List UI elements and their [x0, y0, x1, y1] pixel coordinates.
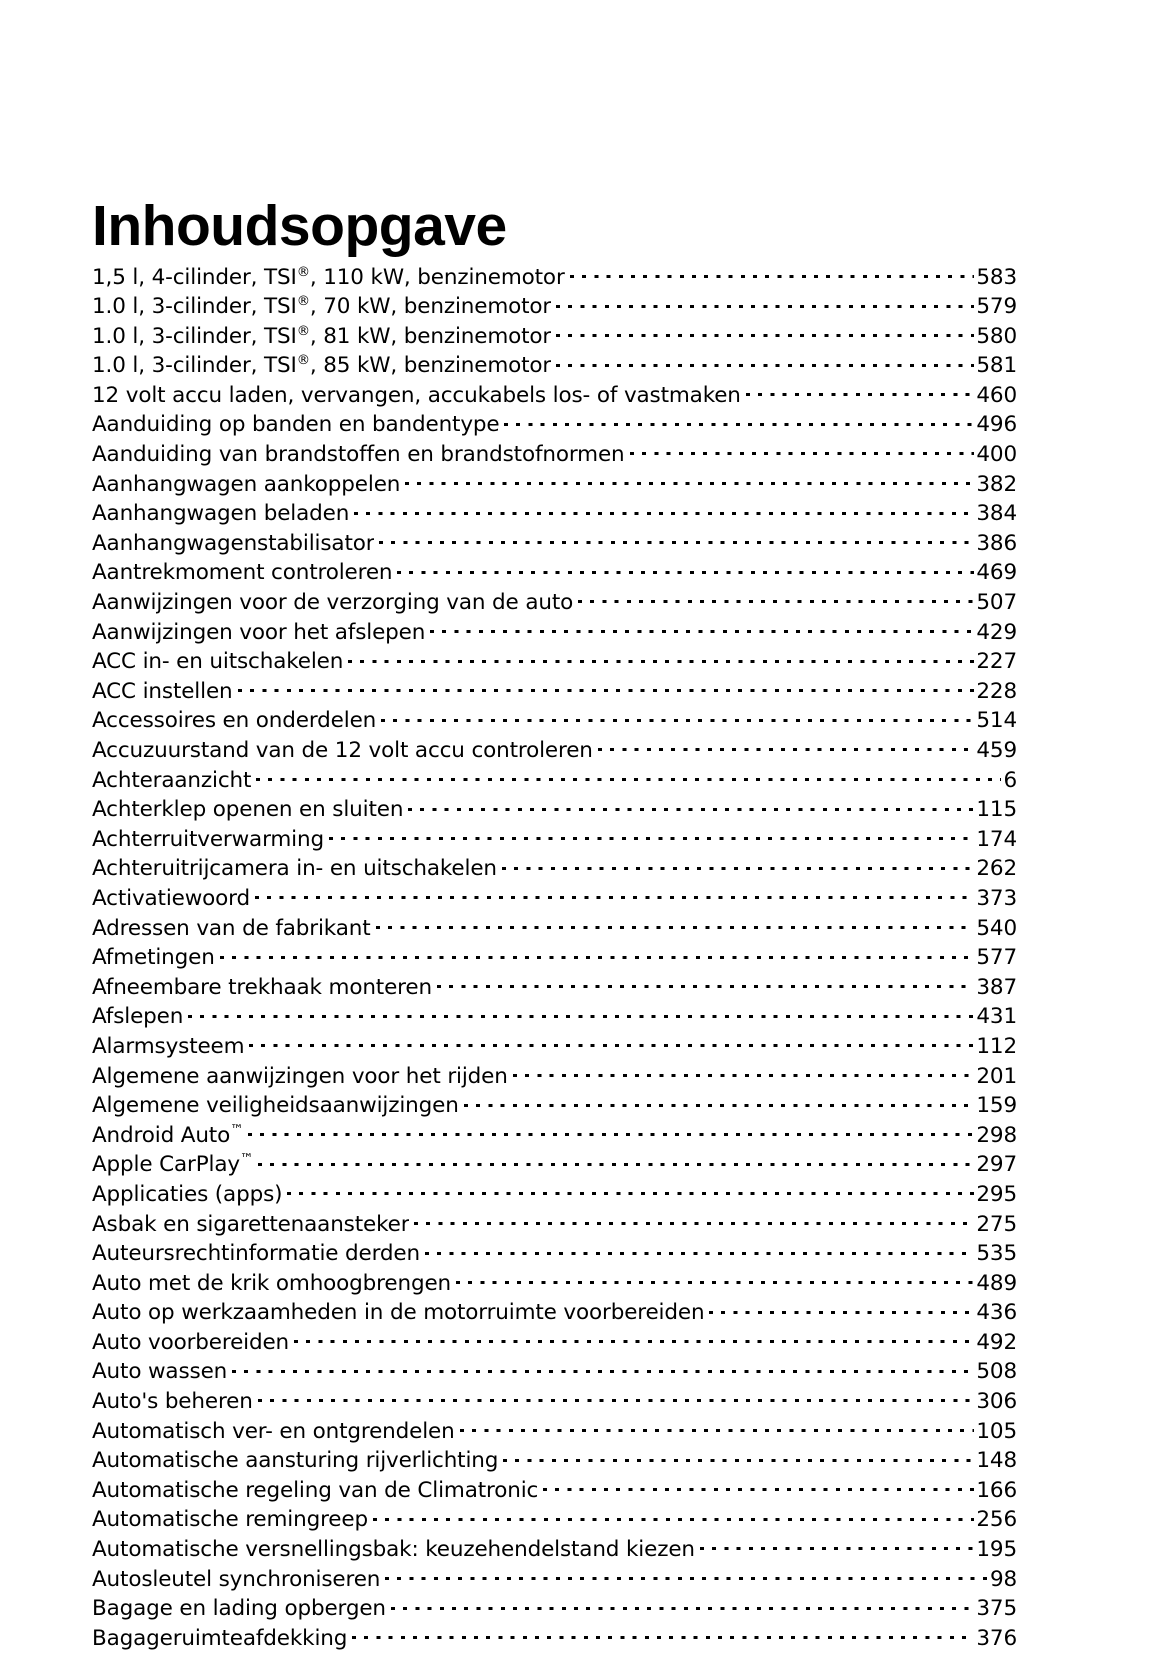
toc-entry[interactable] [92, 943, 1017, 973]
toc-entry-leader-dots [502, 854, 975, 876]
toc-entry-label: Auto's beheren [92, 1389, 253, 1415]
toc-entry-label: Auto voorbereiden [92, 1329, 290, 1355]
toc-entry-leader-dots [294, 1327, 974, 1349]
toc-entry-label: Accessoires en onderdelen [92, 708, 377, 734]
toc-entry-label: Android Auto™ [92, 1122, 244, 1148]
toc-entry-label: Auteursrechtinformatie derden [92, 1241, 420, 1267]
toc-entry-page-number: 159 [976, 1093, 1017, 1119]
toc-entry[interactable] [92, 292, 1017, 322]
toc-entry-label: Achteraanzicht [92, 767, 252, 793]
toc-entry-label: Automatische remingreep [92, 1507, 368, 1533]
toc-entry-label: 12 volt accu laden, vervangen, accukabels los- of vastmaken [92, 382, 741, 408]
toc-entry[interactable] [92, 1564, 1017, 1594]
toc-entry-page-number: 431 [976, 1004, 1017, 1030]
toc-entry-leader-dots [456, 1268, 974, 1290]
toc-entry[interactable] [92, 972, 1017, 1002]
toc-entry-leader-dots [352, 1623, 974, 1645]
toc-entry-leader-dots [464, 1091, 975, 1113]
toc-entry-page-number: 6 [1003, 767, 1017, 793]
toc-entry-page-number: 98 [989, 1566, 1017, 1592]
toc-entry-page-number: 384 [976, 501, 1017, 527]
toc-entry[interactable] [92, 736, 1017, 766]
toc-entry[interactable] [92, 1120, 1017, 1150]
toc-entry-page-number: 174 [976, 826, 1017, 852]
toc-entry-leader-dots [188, 1002, 974, 1024]
toc-entry-label: Aanhangwagen aankoppelen [92, 471, 401, 497]
toc-entry-page-number: 201 [976, 1063, 1017, 1089]
toc-entry-label: Applicaties (apps) [92, 1181, 283, 1207]
toc-entry-label: ACC instellen [92, 678, 233, 704]
toc-entry[interactable] [92, 854, 1017, 884]
toc-entry[interactable] [92, 440, 1017, 470]
toc-entry[interactable] [92, 883, 1017, 913]
toc-entry-page-number: 297 [976, 1152, 1017, 1178]
toc-entry-label: ACC in- en uitschakelen [92, 649, 344, 675]
toc-entry[interactable] [92, 1091, 1017, 1121]
toc-entry[interactable] [92, 262, 1017, 292]
toc-entry[interactable] [92, 647, 1017, 677]
toc-entry-label: 1,5 l, 4-cilinder, TSI®, 110 kW, benzinemotor [92, 264, 565, 290]
toc-entry-leader-dots [381, 706, 974, 728]
toc-entry-label: Achterruitverwarming [92, 826, 324, 852]
toc-entry-leader-dots [709, 1298, 974, 1320]
toc-entry[interactable] [92, 617, 1017, 647]
toc-entry-label: Achterklep openen en sluiten [92, 797, 404, 823]
toc-entry[interactable] [92, 676, 1017, 706]
toc-entry-leader-dots [700, 1535, 975, 1557]
toc-entry-leader-dots [329, 824, 974, 846]
toc-entry-label: Auto wassen [92, 1359, 228, 1385]
toc-entry-leader-dots [258, 1387, 975, 1409]
toc-entry-label: Aanwijzingen voor de verzorging van de auto [92, 590, 574, 616]
toc-entry[interactable] [92, 1298, 1017, 1328]
toc-entry-leader-dots [543, 1475, 974, 1497]
toc-entry-leader-dots [373, 1505, 974, 1527]
toc-entry-leader-dots [556, 292, 974, 314]
toc-entry-page-number: 387 [976, 974, 1017, 1000]
toc-entry-page-number: 400 [976, 442, 1017, 468]
toc-entry-page-number: 228 [976, 678, 1017, 704]
toc-entry[interactable] [92, 1446, 1017, 1476]
toc-entry[interactable] [92, 706, 1017, 736]
toc-entry-page-number: 583 [976, 264, 1017, 290]
toc-entry-label: Asbak en sigarettenaansteker [92, 1211, 410, 1237]
toc-entry-leader-dots [405, 469, 974, 491]
toc-entry[interactable] [92, 1327, 1017, 1357]
toc-entry-leader-dots [746, 380, 975, 402]
toc-entry[interactable] [92, 528, 1017, 558]
toc-entry-label: Bagage en lading opbergen [92, 1596, 386, 1622]
toc-entry-label: 1.0 l, 3-cilinder, TSI®, 85 kW, benzinemotor [92, 353, 552, 379]
toc-entry[interactable] [92, 410, 1017, 440]
toc-entry-label: Aantrekmoment controleren [92, 560, 393, 586]
toc-entry-label: Aanhangwagen beladen [92, 501, 350, 527]
toc-entry-page-number: 373 [976, 885, 1017, 911]
toc-entry[interactable] [92, 351, 1017, 381]
toc-entry-leader-dots [255, 883, 974, 905]
toc-entry-page-number: 579 [976, 294, 1017, 320]
toc-entry[interactable] [92, 1357, 1017, 1387]
toc-entry-leader-dots [556, 351, 974, 373]
toc-entry-page-number: 577 [976, 945, 1017, 971]
toc-entry-label: Activatiewoord [92, 885, 250, 911]
toc-entry-page-number: 540 [976, 915, 1017, 941]
toc-entry[interactable] [92, 1239, 1017, 1269]
toc-entry[interactable] [92, 1623, 1017, 1653]
toc-entry-leader-dots [258, 1150, 974, 1172]
toc-entry-page-number: 295 [976, 1181, 1017, 1207]
toc-entry-label: 1.0 l, 3-cilinder, TSI®, 81 kW, benzinemotor [92, 323, 552, 349]
toc-entry-page-number: 580 [976, 323, 1017, 349]
toc-entry-leader-dots [379, 528, 974, 550]
toc-entry-leader-dots [220, 943, 975, 965]
toc-entry[interactable] [92, 1268, 1017, 1298]
toc-entry-page-number: 508 [976, 1359, 1017, 1385]
toc-entry-leader-dots [598, 736, 975, 758]
trademark-mark: ™ [230, 1122, 244, 1138]
toc-entry-leader-dots [425, 1239, 974, 1261]
toc-entry-leader-dots [348, 647, 974, 669]
toc-entry[interactable] [92, 1150, 1017, 1180]
toc-entry-label: Afmetingen [92, 945, 215, 971]
toc-entry-label: Alarmsysteem [92, 1033, 245, 1059]
toc-entry-page-number: 148 [976, 1448, 1017, 1474]
toc-entry-leader-dots [354, 499, 974, 521]
toc-entry-leader-dots [570, 262, 975, 284]
toc-entry-label: Algemene veiligheidsaanwijzingen [92, 1093, 459, 1119]
toc-entry[interactable] [92, 588, 1017, 618]
toc-entry-leader-dots [503, 1446, 974, 1468]
toc-entry[interactable] [92, 1535, 1017, 1565]
toc-entry-label: Afneembare trekhaak monteren [92, 974, 432, 1000]
toc-entry-page-number: 507 [976, 590, 1017, 616]
toc-entry-leader-dots [256, 765, 1001, 787]
toc-entry[interactable] [92, 913, 1017, 943]
registered-mark: ® [296, 353, 310, 369]
toc-entry[interactable] [92, 1505, 1017, 1535]
toc-entry-leader-dots [376, 913, 975, 935]
toc-entry-label: Aanduiding op banden en bandentype [92, 412, 500, 438]
toc-entry-page-number: 469 [976, 560, 1017, 586]
trademark-mark: ™ [239, 1152, 254, 1168]
toc-entry-leader-dots [287, 1179, 974, 1201]
toc-entry[interactable] [92, 1209, 1017, 1239]
toc-entry-leader-dots [232, 1357, 974, 1379]
toc-entry-page-number: 112 [976, 1033, 1017, 1059]
toc-entry-page-number: 376 [976, 1625, 1017, 1651]
toc-entry-label: Algemene aanwijzingen voor het rijden [92, 1063, 508, 1089]
toc-entry-leader-dots [414, 1209, 974, 1231]
toc-entry[interactable] [92, 824, 1017, 854]
toc-entry-leader-dots [504, 410, 974, 432]
toc-entry-leader-dots [430, 617, 974, 639]
toc-entry[interactable] [92, 1179, 1017, 1209]
toc-entry[interactable] [92, 1594, 1017, 1624]
toc-entry[interactable] [92, 1031, 1017, 1061]
toc-entry-page-number: 459 [976, 738, 1017, 763]
registered-mark: ® [296, 323, 310, 339]
registered-mark: ® [296, 293, 310, 309]
toc-entry-label: Automatische versnellingsbak: keuzehendelstand kiezen [92, 1537, 695, 1563]
toc-entry-leader-dots [248, 1120, 974, 1142]
toc-entry-leader-dots [513, 1061, 975, 1083]
toc-entry[interactable] [92, 1002, 1017, 1032]
toc-entry-page-number: 262 [976, 856, 1017, 882]
toc-entry[interactable] [92, 380, 1017, 410]
toc-entry-leader-dots [630, 440, 975, 462]
registered-mark: ® [296, 264, 310, 280]
page-title: Inhoudsopgave [92, 194, 507, 258]
toc-entry[interactable] [92, 765, 1017, 795]
toc-entry-leader-dots [397, 558, 974, 580]
toc-entry-page-number: 306 [976, 1389, 1017, 1415]
toc-entry-page-number: 460 [976, 382, 1017, 408]
toc-entry-label: 1.0 l, 3-cilinder, TSI®, 70 kW, benzinemotor [92, 293, 552, 320]
toc-entry-page-number: 581 [976, 353, 1017, 379]
toc-entry-leader-dots [249, 1031, 974, 1053]
toc-entry[interactable] [92, 469, 1017, 499]
toc-entry[interactable] [92, 1061, 1017, 1091]
toc-entry-page-number: 429 [976, 619, 1017, 645]
toc-entry-page-number: 298 [976, 1122, 1017, 1148]
toc-entry-label: Aanwijzingen voor het afslepen [92, 619, 426, 645]
toc-entry-label: Achteruitrijcamera in- en uitschakelen [92, 856, 497, 882]
toc-entry-leader-dots [556, 321, 974, 343]
toc-entry-label: Aanhangwagenstabilisator [92, 530, 375, 556]
toc-entry-leader-dots [391, 1594, 974, 1616]
toc-entry[interactable] [92, 558, 1017, 588]
toc-entry-page-number: 386 [976, 530, 1017, 556]
toc-entry-page-number: 166 [976, 1477, 1017, 1503]
toc-entry-page-number: 105 [976, 1418, 1017, 1444]
toc-entry[interactable] [92, 1387, 1017, 1417]
toc-entry-label: Automatische aansturing rijverlichting [92, 1448, 499, 1474]
toc-entry-leader-dots [578, 588, 974, 610]
toc-entry-page-number: 489 [976, 1270, 1017, 1296]
toc-entry[interactable] [92, 1416, 1017, 1446]
toc-entry-label: Automatisch ver- en ontgrendelen [92, 1418, 455, 1444]
toc-entry-label: Autosleutel synchroniseren [92, 1566, 381, 1592]
toc-entry-page-number: 535 [976, 1241, 1017, 1267]
toc-entry-label: Adressen van de fabrikant [92, 915, 371, 941]
toc-entry-page-number: 514 [976, 708, 1017, 734]
toc-entry-leader-dots [385, 1564, 988, 1586]
toc-entry-page-number: 115 [976, 797, 1017, 823]
toc-entry-page-number: 492 [976, 1329, 1017, 1355]
toc-entry-label: Bagageruimteafdekking [92, 1625, 348, 1651]
toc-entry-leader-dots [408, 795, 974, 817]
toc-entry[interactable] [92, 795, 1017, 825]
toc-entry-leader-dots [238, 676, 975, 698]
toc-entry-page-number: 275 [976, 1211, 1017, 1237]
toc-entry[interactable] [92, 321, 1017, 351]
table-of-contents-list [92, 262, 1017, 1653]
toc-entry-label: Auto op werkzaamheden in de motorruimte voorbereiden [92, 1300, 705, 1326]
toc-entry-label: Automatische regeling van de Climatronic [92, 1477, 539, 1503]
toc-entry-label: Aanduiding van brandstoffen en brandstofnormen [92, 442, 625, 468]
toc-entry-page-number: 496 [976, 412, 1017, 438]
toc-entry-label: Afslepen [92, 1004, 184, 1030]
toc-entry-label: Accuzuurstand van de 12 volt accu controleren [92, 738, 593, 763]
toc-entry-page-number: 382 [976, 471, 1017, 497]
toc-entry-leader-dots [460, 1416, 975, 1438]
toc-entry-page-number: 375 [976, 1596, 1017, 1622]
toc-entry-page-number: 227 [976, 649, 1017, 675]
toc-entry-page-number: 256 [976, 1507, 1017, 1533]
toc-entry-label: Apple CarPlay™ [92, 1152, 254, 1178]
toc-entry-label: Auto met de krik omhoogbrengen [92, 1270, 451, 1296]
toc-entry-page-number: 436 [976, 1300, 1017, 1326]
toc-entry-leader-dots [437, 972, 974, 994]
toc-entry-page-number: 195 [976, 1537, 1017, 1563]
toc-entry[interactable] [92, 1475, 1017, 1505]
toc-entry[interactable] [92, 499, 1017, 529]
